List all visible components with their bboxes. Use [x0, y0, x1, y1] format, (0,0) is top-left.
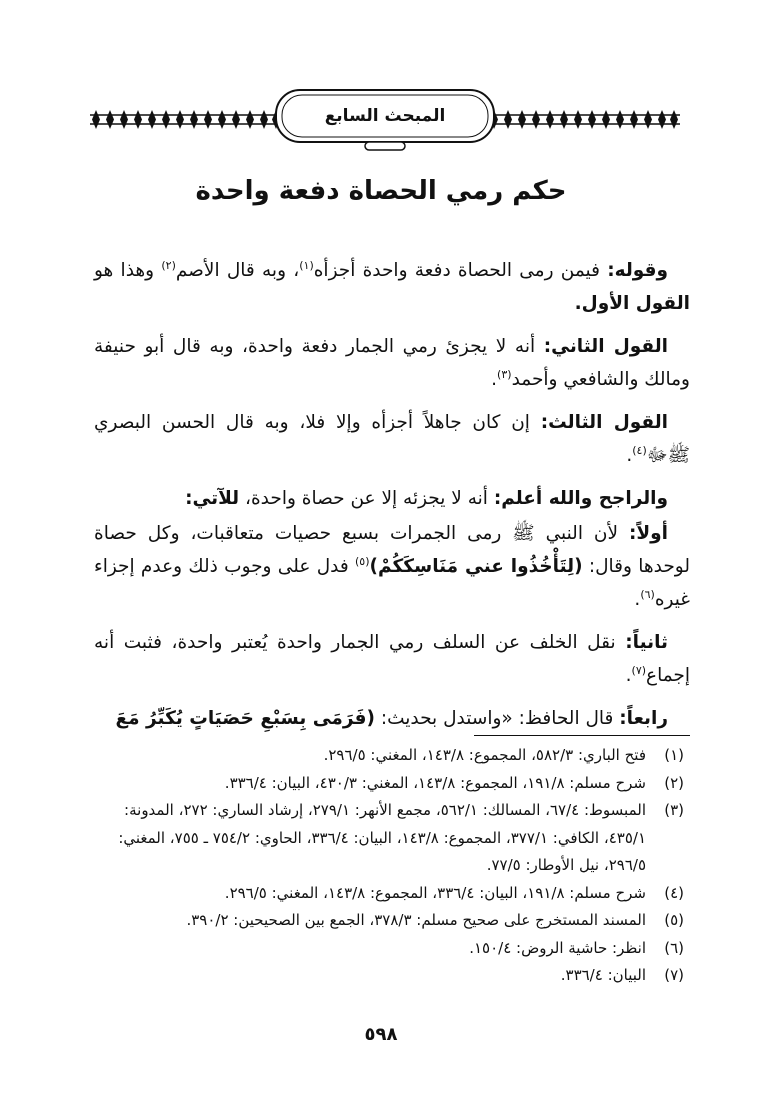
paragraph-text: ، وبه قال الأصم	[175, 260, 300, 281]
paragraph-text: إن كان جاهلاً أجزأه وإلا فلا، وبه قال الحسن البصري	[94, 412, 541, 433]
paragraph-text: أنه لا يجزئ رمي الجمار دفعة واحدة، وبه قال أبو حنيفة ومالك والشافعي وأحمد	[94, 336, 690, 390]
footnote-number: (١)	[664, 746, 684, 764]
footnote-ref: (٦)	[640, 587, 655, 601]
footnote-ref: (١)	[299, 258, 314, 272]
footnote-ref: (٢)	[161, 258, 176, 272]
footnote-number: (٤)	[664, 883, 684, 902]
footnote-divider	[474, 735, 690, 736]
footnote-text: شرح مسلم: ١٩١/٨، المجموع: ١٤٣/٨، المغني: ٤٣٠/٣، البيان: ٣٣٦/٤.	[224, 773, 646, 792]
footnote-number: (٥)	[664, 911, 684, 929]
hadith-quote: (لِتَأْخُذُوا عني مَنَاسِكَكُمْ)	[369, 556, 583, 577]
footnote-number: (٧)	[664, 966, 684, 984]
honorific-glyph: ﷺﷻ	[646, 445, 690, 466]
footnote-text: انظر: حاشية الروض: ١٥٠/٤.	[469, 938, 646, 957]
footnote-ref: (٤)	[632, 443, 647, 457]
footnote-text: المبسوط: ٦٧/٤، المسالك: ٥٦٢/١، مجمع الأنهر: ٢٧٩/١، إرشاد الساري: ٢٧٢، المدونة: ٤٣٥/١، الكافي: ٣٧٧/١، المجموع: ١٤٣/٨، البيان: ٣٣٦/٤، الحاوي: ٧٥٤/٢ ـ ٧٥٥، المغني: ٢٩٦/٥، نيل الأوطار: ٧٧/٥.	[118, 801, 646, 874]
paragraph-text: نقل الخلف عن السلف رمي الجمار واحدة يُعتبر واحدة، فثبت أنه إجماع	[94, 632, 690, 686]
paragraph-lead: وقوله:	[607, 260, 669, 281]
hadith-quote: (فَرَمَى بِسَبْعِ حَصَيَاتٍ يُكَبِّرُ مَعَ	[115, 708, 375, 729]
paragraph-first-opinion	[94, 254, 690, 320]
footnote-number: (٣)	[664, 801, 684, 819]
footnote-ref: (٧)	[631, 663, 647, 677]
footnote-text: المسند المستخرج على صحيح مسلم: ٣٧٨/٣، الجمع بين الصحيحين: ٣٩٠/٢.	[186, 911, 646, 929]
footnote-item	[94, 797, 684, 880]
footnote-text: شرح مسلم: ١٩١/٨، البيان: ٣٣٦/٤، المجموع: ١٤٣/٨، المغني: ٢٩٦/٥.	[224, 883, 646, 902]
paragraph-text: قال الحافظ: «واستدل بحديث:	[374, 708, 620, 729]
paragraph-lead: القول الثالث:	[540, 412, 668, 433]
footnote-ref: (٥)	[355, 554, 370, 568]
footnote-text: البيان: ٣٣٦/٤.	[560, 966, 646, 984]
paragraph-text: أنه لا يجزئه إلا عن حصاة واحدة،	[239, 488, 494, 509]
paragraph-lead: والراجح والله أعلم:	[493, 488, 668, 509]
page-number: ٥٩٨	[364, 1024, 398, 1045]
footnote-text: فتح الباري: ٥٨٢/٣، المجموع: ١٤٣/٨، المغني: ٢٩٦/٥.	[323, 746, 646, 764]
chapter-title: المبحث السابع	[324, 106, 446, 126]
footnote-item	[94, 935, 684, 963]
footnote-ref: (٣)	[497, 367, 512, 381]
footnote-item	[94, 907, 684, 935]
paragraph-lead: ثانياً:	[625, 632, 668, 653]
page-title: حكم رمي الحصاة دفعة واحدة	[195, 176, 567, 206]
paragraph-text: .	[625, 665, 632, 686]
paragraph-text: .	[491, 369, 498, 390]
footnote-item	[94, 880, 684, 908]
paragraph-lead: أولاً:	[628, 523, 668, 544]
paragraph-preferred	[94, 482, 690, 515]
footnote-number: (٦)	[664, 938, 684, 957]
paragraph-lead: القول الثاني:	[543, 336, 668, 357]
paragraph-bold-end: للآتي:	[185, 488, 240, 509]
paragraph-lead: رابعاً:	[619, 708, 668, 729]
footnote-item	[94, 742, 684, 770]
footnote-item	[94, 770, 684, 798]
paragraph-first-reason	[94, 517, 690, 616]
paragraph-bold-end: القول الأول.	[574, 293, 690, 314]
paragraph-text: فيمن رمى الحصاة دفعة واحدة أجزأه	[313, 260, 608, 281]
paragraph-text: وهذا هو	[94, 260, 162, 281]
footnote-number: (٢)	[664, 773, 684, 792]
chapter-header-ornament	[90, 84, 680, 160]
paragraph-text: فدل على وجوب ذلك وعدم إجزاء غيره	[94, 556, 690, 610]
paragraph-second-opinion	[94, 330, 690, 396]
paragraph-text: لأن النبي ﷺ رمى الجمرات بسبع حصيات متعاقبات، وكل حصاة لوحدها وقال:	[94, 523, 690, 577]
paragraph-second-reason	[94, 626, 690, 692]
paragraph-third-opinion	[94, 406, 690, 472]
footnote-item	[94, 962, 684, 990]
paragraph-text: .	[626, 445, 633, 466]
footnotes	[94, 742, 684, 990]
main-body	[94, 254, 690, 745]
paragraph-text: .	[634, 589, 641, 610]
paragraph-fourth-reason	[94, 702, 690, 735]
